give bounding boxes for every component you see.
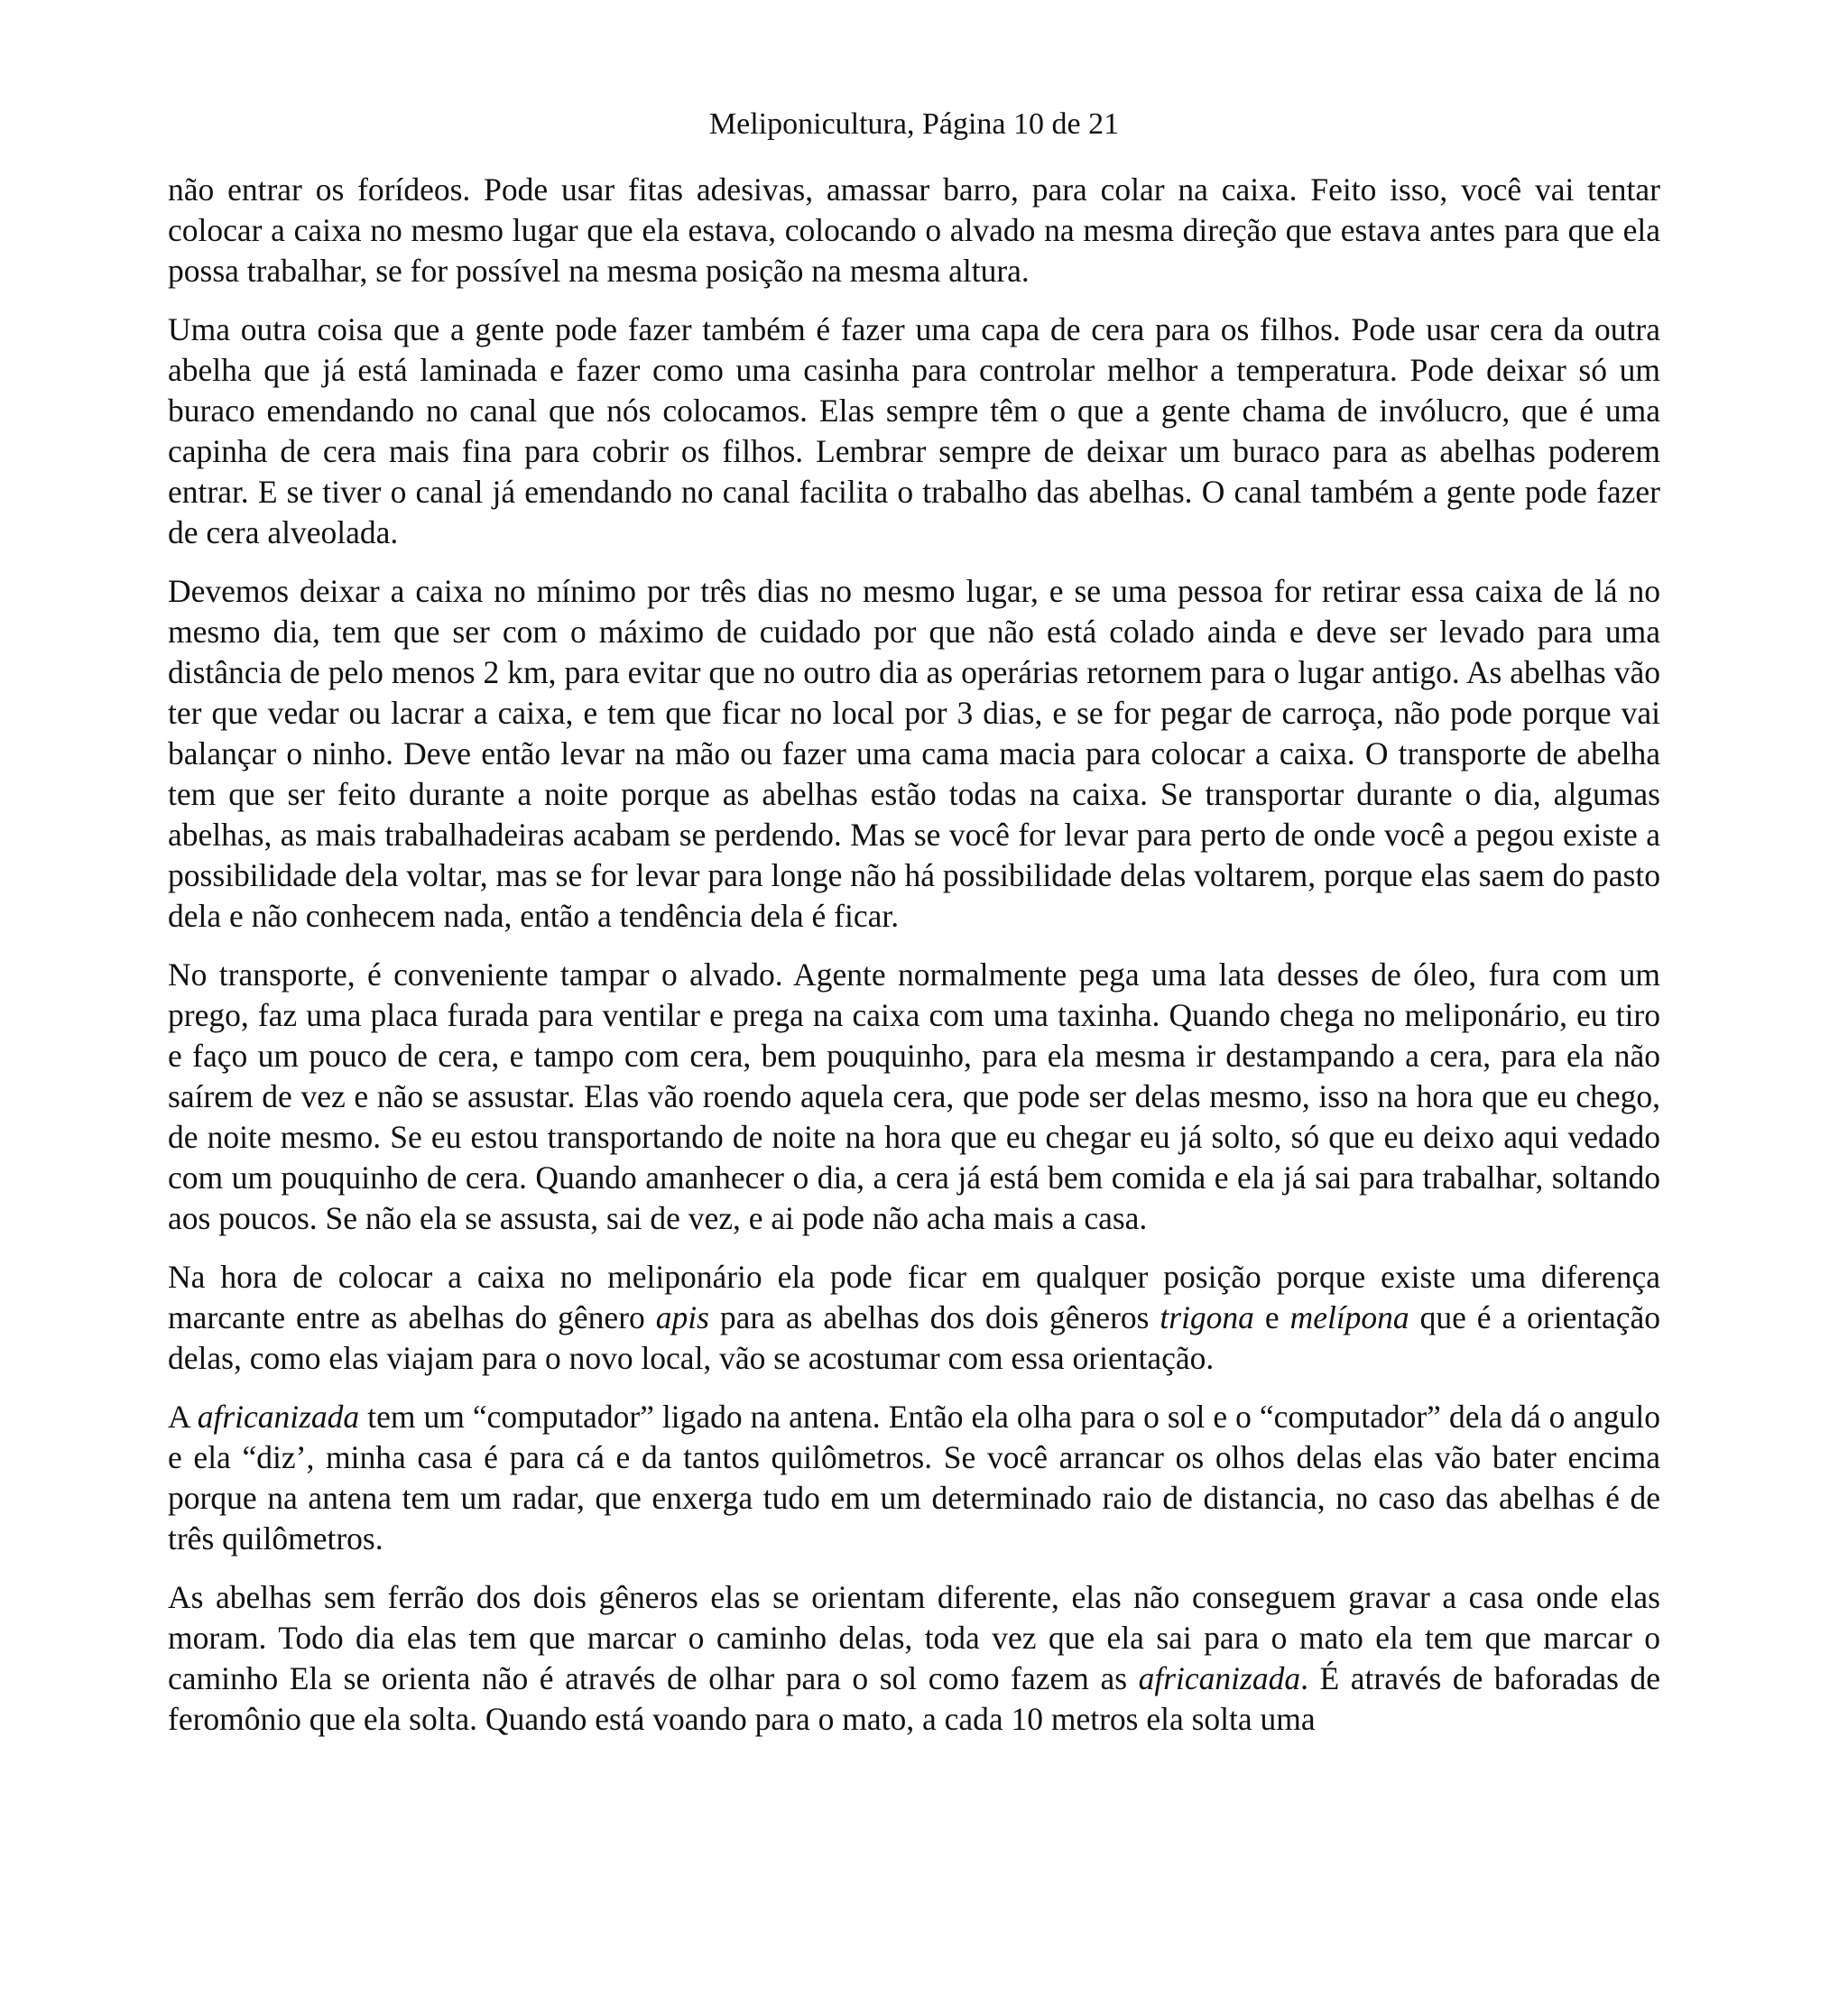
paragraph-text: tem um “computador” ligado na antena. Então ela olha para o sol e o “computador” dela dá o angulo e ela “diz’, minha casa é para cá e da tantos quilômetros. Se você arrancar os olhos delas elas vão bater encima porque na antena tem um radar, que enxerga tudo em um determinado raio de distancia, no caso das abelhas é de três quilômetros. xyxy=(168,1399,1660,1557)
paragraph xyxy=(168,1577,1660,1740)
paragraph xyxy=(168,309,1660,553)
paragraph xyxy=(168,571,1660,937)
document-body xyxy=(168,170,1660,1758)
paragraph-text: para as abelhas dos dois gêneros xyxy=(708,1299,1160,1335)
paragraph-text: que é a orientação delas, como elas viajam para o novo local, vão se acostumar com essa orientação. xyxy=(168,1299,1660,1376)
paragraph-text: . É através de baforadas de feromônio que ela solta. Quando está voando para o mato, a cada 10 metros ela solta uma xyxy=(168,1660,1660,1737)
page-header: Meliponicultura, Página 10 de 21 xyxy=(708,107,1120,141)
paragraph-text: No transporte, é conveniente tampar o alvado. Agente normalmente pega uma lata desses de óleo, fura com um prego, faz uma placa furada para ventilar e prega na caixa com uma taxinha. Quando chega no meliponário, eu tiro e faço um pouco de cera, e tampo com cera, bem pouquinho, para ela mesma ir destampando a cera, para ela não saírem de vez e não se assustar. Elas vão roendo aquela cera, que pode ser delas mesmo, isso na hora que eu chego, de noite mesmo. Se eu estou transportando de noite na hora que eu chegar eu já solto, só que eu deixo aqui vedado com um pouquinho de cera. Quando amanhecer o dia, a cera já está bem comida e ela já sai para trabalhar, soltando aos poucos. Se não ela se assusta, sai de vez, e ai pode não acha mais a casa. xyxy=(168,956,1660,1236)
paragraph xyxy=(168,955,1660,1239)
italic-term: trigona xyxy=(1160,1299,1254,1335)
paragraph-text: A xyxy=(168,1399,198,1435)
italic-term: africanizada xyxy=(1138,1660,1301,1696)
paragraph-text: e xyxy=(1253,1299,1290,1335)
paragraph xyxy=(168,170,1660,291)
paragraph-text: As abelhas sem ferrão dos dois gêneros elas se orientam diferente, elas não conseguem gravar a casa onde elas moram. Todo dia elas tem que marcar o caminho delas, toda vez que ela sai para o mato ela tem que marcar o caminho Ela se orienta não é através de olhar para o sol como fazem as xyxy=(168,1579,1660,1696)
paragraph-text: Na hora de colocar a caixa no meliponário ela pode ficar em qualquer posição porque existe uma diferença marcante entre as abelhas do gênero xyxy=(168,1259,1660,1335)
paragraph-text: Devemos deixar a caixa no mínimo por três dias no mesmo lugar, e se uma pessoa for retirar essa caixa de lá no mesmo dia, tem que ser com o máximo de cuidado por que não está colado ainda e deve ser levado para uma distância de pelo menos 2 km, para evitar que no outro dia as operárias retornem para o lugar antigo. As abelhas vão ter que vedar ou lacrar a caixa, e tem que ficar no local por 3 dias, e se for pegar de carroça, não pode porque vai balançar o ninho. Deve então levar na mão ou fazer uma cama macia para colocar a caixa. O transporte de abelha tem que ser feito durante a noite porque as abelhas estão todas na caixa. Se transportar durante o dia, algumas abelhas, as mais trabalhadeiras acabam se perdendo. Mas se você for levar para perto de onde você a pegou existe a possibilidade dela voltar, mas se for levar para longe não há possibilidade delas voltarem, porque elas saem do pasto dela e não conhecem nada, então a tendência dela é ficar. xyxy=(168,573,1660,934)
paragraph xyxy=(168,1397,1660,1559)
italic-term: apis xyxy=(655,1299,709,1335)
italic-term: africanizada xyxy=(197,1399,360,1435)
paragraph-text: não entrar os forídeos. Pode usar fitas adesivas, amassar barro, para colar na caixa. Feito isso, você vai tentar colocar a caixa no mesmo lugar que ela estava, colocando o alvado na mesma direção que estava antes para que ela possa trabalhar, se for possível na mesma posição na mesma altura. xyxy=(168,171,1660,289)
italic-term: melípona xyxy=(1289,1299,1409,1335)
paragraph-text: Uma outra coisa que a gente pode fazer também é fazer uma capa de cera para os filhos. Pode usar cera da outra abelha que já está laminada e fazer como uma casinha para controlar melhor a temperatura. Pode deixar só um buraco emendando no canal que nós colocamos. Elas sempre têm o que a gente chama de invólucro, que é uma capinha de cera mais fina para cobrir os filhos. Lembrar sempre de deixar um buraco para as abelhas poderem entrar. E se tiver o canal já emendando no canal facilita o trabalho das abelhas. O canal também a gente pode fazer de cera alveolada. xyxy=(168,311,1660,550)
paragraph xyxy=(168,1257,1660,1379)
